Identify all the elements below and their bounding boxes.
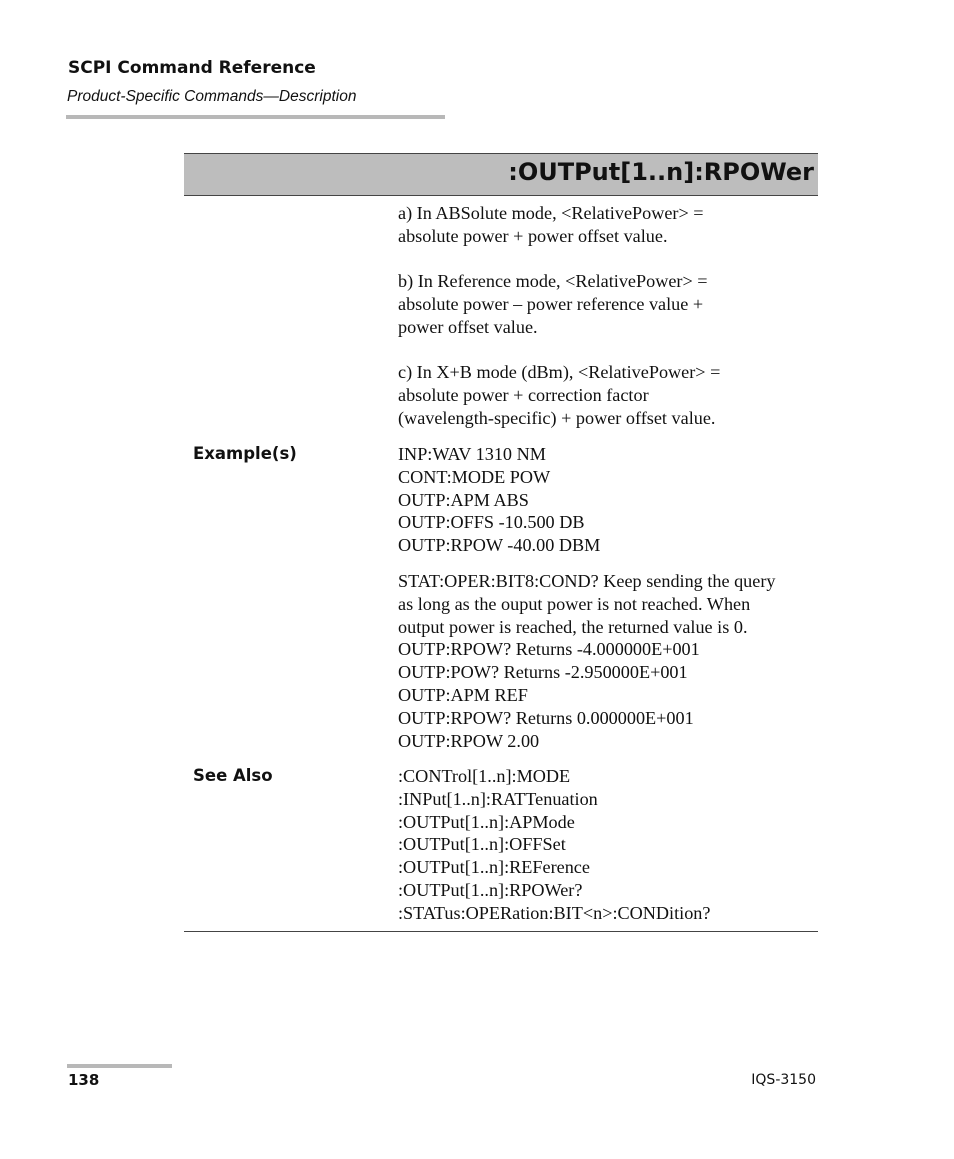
code-line: output power is reached, the returned value is 0. [398,616,748,637]
code-line: OUTP:RPOW? Returns -4.000000E+001 [398,639,700,660]
text-line: a) In ABSolute mode, <RelativePower> = [398,203,704,223]
code-line: STAT:OPER:BIT8:COND? Keep sending the query [398,571,776,591]
description-mode-c [398,361,818,429]
code-line: CONT:MODE POW [398,466,551,487]
section-title: SCPI Command Reference [68,58,316,78]
text-line: absolute power – power reference value + [398,293,704,314]
section-subtitle: Product-Specific Commands—Description [67,88,357,105]
code-line: OUTP:OFFS -10.500 DB [398,512,585,533]
code-line: INP:WAV 1310 NM [398,444,546,464]
see-also-item: :CONTrol[1..n]:MODE [398,766,571,786]
examples-block-2 [398,570,818,752]
description-mode-b [398,270,818,338]
product-name: IQS-3150 [751,1072,816,1088]
text-line: (wavelength-specific) + power offset value. [398,407,716,428]
see-also-item: :OUTPut[1..n]:OFFSet [398,834,566,855]
code-line: OUTP:RPOW? Returns 0.000000E+001 [398,707,694,728]
command-name: :OUTPut[1..n]:RPOWer [508,158,814,186]
see-also-item: :OUTPut[1..n]:RPOWer? [398,879,583,900]
text-line: power offset value. [398,316,538,337]
footer-rule [67,1064,172,1068]
examples-label: Example(s) [193,444,297,463]
see-also-item: :INPut[1..n]:RATTenuation [398,788,598,809]
table-bottom-rule [184,931,818,932]
text-line: b) In Reference mode, <RelativePower> = [398,271,708,291]
code-line: OUTP:APM ABS [398,489,529,510]
examples-block-1 [398,443,818,557]
see-also-item: :STATus:OPERation:BIT<n>:CONDition? [398,902,711,923]
page-number: 138 [68,1071,100,1089]
see-also-label: See Also [193,766,273,785]
code-line: as long as the ouput power is not reached. When [398,593,751,614]
code-line: OUTP:APM REF [398,684,528,705]
code-line: OUTP:POW? Returns -2.950000E+001 [398,662,688,683]
text-line: absolute power + correction factor [398,384,649,405]
code-line: OUTP:RPOW 2.00 [398,730,540,751]
description-mode-a [398,202,818,248]
text-line: absolute power + power offset value. [398,225,668,246]
see-also-item: :OUTPut[1..n]:REFerence [398,857,590,878]
code-line: OUTP:RPOW -40.00 DBM [398,535,601,556]
see-also-item: :OUTPut[1..n]:APMode [398,811,575,832]
text-line: c) In X+B mode (dBm), <RelativePower> = [398,362,721,382]
command-title-bar [184,153,818,196]
header-rule [66,115,445,119]
see-also-list [398,765,818,925]
